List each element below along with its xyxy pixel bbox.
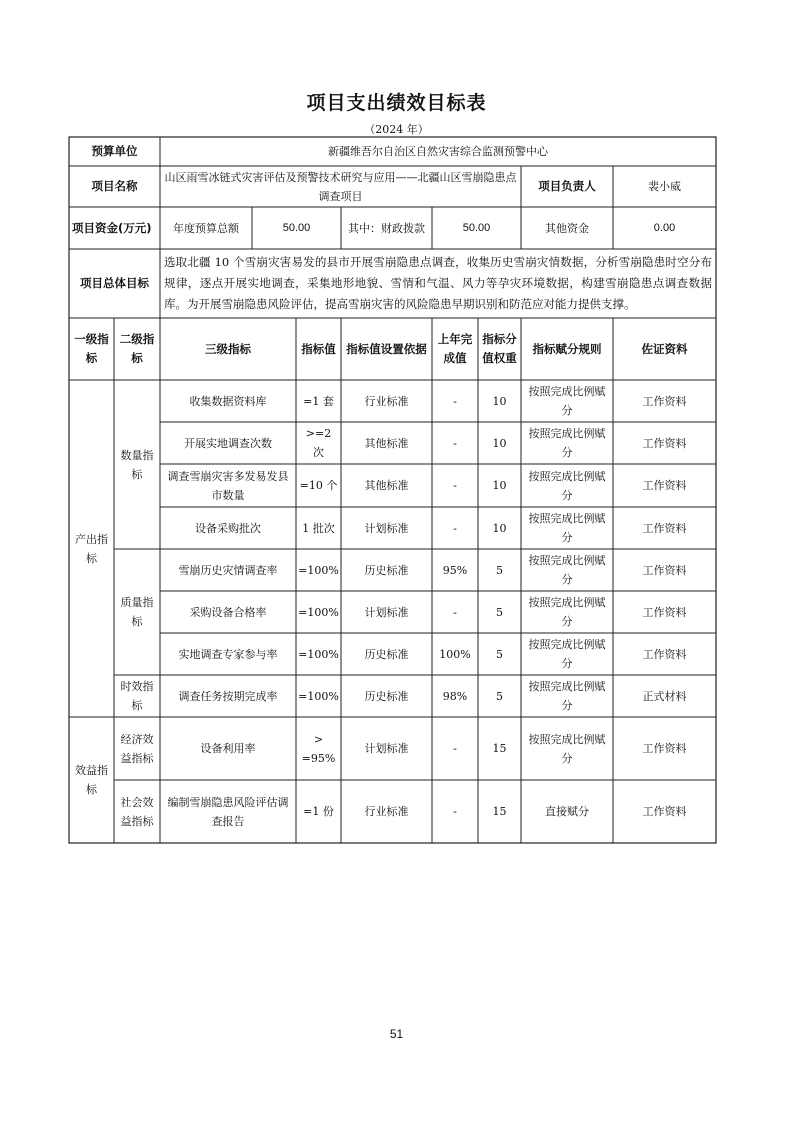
- indicator-weight: 10: [492, 521, 507, 535]
- budget-unit-value: 新疆维吾尔自治区自然灾害综合监测预警中心: [328, 145, 548, 158]
- indicator-name: 开展实地调查次数: [184, 436, 272, 450]
- indicator-name: 编制雪崩隐患风险评估调查报告: [167, 795, 289, 828]
- indicator-name: 采购设备合格率: [189, 605, 267, 619]
- indicator-weight: 10: [492, 479, 507, 492]
- budget-unit-label: 预算单位: [91, 144, 138, 158]
- header-evidence: 佐证资料: [641, 341, 688, 356]
- indicator-evidence: 正式材料: [642, 689, 687, 703]
- header-rule: 指标赋分规则: [532, 341, 602, 356]
- indicator-basis: 行业标准: [364, 805, 409, 818]
- indicator-last-year: 98%: [442, 689, 468, 703]
- indicator-basis: 计划标准: [364, 605, 409, 619]
- header-level1: 一级指标: [74, 332, 109, 365]
- indicator-last-year: 95%: [442, 563, 468, 577]
- group-social: 社会效益指标: [120, 795, 154, 828]
- indicator-name: 调查雪崩灾害多发易发县市数量: [167, 469, 289, 502]
- indicator-name: 实地调查专家参与率: [178, 647, 278, 661]
- indicator-value: =1 套: [303, 394, 334, 408]
- indicator-weight: 5: [496, 605, 503, 619]
- indicator-evidence: 工作资料: [642, 563, 687, 577]
- indicator-value: =100%: [298, 647, 339, 661]
- indicator-weight: 5: [496, 563, 503, 577]
- project-lead-value: 裴小威: [648, 180, 681, 193]
- indicator-basis: 计划标准: [364, 742, 409, 755]
- indicator-basis: 行业标准: [364, 394, 409, 408]
- indicator-rule: 按照完成比例赋分: [528, 732, 606, 765]
- indicator-evidence: 工作资料: [642, 394, 687, 408]
- project-name-value: 山区雨雪冰链式灾害评估及预警技术研究与应用——北疆山区雪崩隐患点调查项目: [164, 170, 517, 203]
- indicator-value: =1 份: [303, 805, 334, 818]
- indicator-value: >=2 次: [305, 427, 332, 459]
- indicator-last-year: -: [453, 479, 457, 492]
- indicator-value: > =95%: [301, 732, 336, 765]
- indicator-name: 设备采购批次: [195, 521, 261, 535]
- indicator-evidence: 工作资料: [642, 436, 687, 450]
- indicator-last-year: -: [453, 394, 457, 408]
- indicator-rule: 按照完成比例赋分: [528, 680, 606, 712]
- project-funds-label: 项目资金(万元): [72, 220, 152, 235]
- indicator-rule: 按照完成比例赋分: [528, 512, 606, 544]
- page-title: 项目支出绩效目标表: [306, 92, 487, 114]
- indicator-weight: 15: [492, 805, 507, 818]
- header-basis: 指标值设置依据: [346, 341, 427, 356]
- other-funds-label: 其他资金: [545, 221, 589, 235]
- indicator-last-year: -: [453, 436, 457, 450]
- group-quantity: 数量指标: [120, 448, 154, 481]
- year-label: （2024 年）: [364, 123, 429, 136]
- other-funds-value: 0.00: [653, 221, 676, 234]
- indicator-rule: 按照完成比例赋分: [528, 427, 606, 459]
- fiscal-appropriation-label: 其中：财政拨款: [348, 221, 425, 235]
- indicator-value: 1 批次: [302, 521, 335, 535]
- indicator-weight: 15: [492, 742, 507, 755]
- indicator-name: 设备利用率: [200, 742, 256, 755]
- indicator-name: 调查任务按期完成率: [178, 689, 278, 703]
- header-last-year: 上年完成值: [437, 332, 473, 365]
- indicator-basis: 其他标准: [364, 479, 409, 492]
- project-lead-label: 项目负责人: [538, 179, 596, 193]
- annual-budget-value: 50.00: [282, 221, 311, 234]
- indicator-evidence: 工作资料: [642, 479, 687, 492]
- indicator-rule: 按照完成比例赋分: [528, 638, 606, 670]
- group-output: 产出指标: [75, 532, 108, 565]
- indicator-value: =100%: [298, 605, 339, 619]
- indicator-evidence: 工作资料: [642, 647, 687, 661]
- group-quality: 质量指标: [120, 596, 154, 628]
- overall-goal-text: 选取北疆 10 个雪崩灾害易发的县市开展雪崩隐患点调查，收集历史雪崩灾情数据，分析雪崩隐患时空分布规律，逐点开展实地调查，采集地形地貌、雪情和气温、风力等孕灾环境数据，构建雪崩隐患点调查数据库。为开展雪崩隐患风险评估，提高雪崩灾害的风险隐患早期识别和防范应对能力提供支撑。: [164, 255, 712, 311]
- header-level3: 三级指标: [205, 341, 251, 356]
- indicator-basis: 历史标准: [364, 563, 409, 577]
- group-economic: 经济效益指标: [120, 732, 154, 765]
- indicator-value: =10 个: [299, 479, 338, 492]
- indicator-weight: 5: [496, 647, 503, 661]
- indicator-name: 雪崩历史灾情调查率: [178, 563, 278, 577]
- header-weight: 指标分值权重: [482, 332, 517, 365]
- header-value: 指标值: [301, 341, 336, 356]
- annual-budget-label: 年度预算总额: [173, 221, 239, 235]
- indicator-weight: 10: [492, 436, 507, 450]
- indicator-basis: 历史标准: [364, 689, 409, 703]
- indicator-last-year: -: [453, 805, 457, 818]
- group-timeliness: 时效指标: [120, 680, 154, 712]
- indicator-weight: 10: [492, 394, 507, 408]
- overall-goal-label: 项目总体目标: [80, 276, 149, 290]
- indicator-value: =100%: [298, 563, 339, 577]
- indicator-weight: 5: [496, 689, 503, 703]
- indicator-last-year: -: [453, 605, 457, 619]
- indicator-rule: 按照完成比例赋分: [528, 554, 606, 586]
- indicator-basis: 历史标准: [364, 647, 409, 661]
- indicator-last-year: -: [453, 521, 457, 535]
- indicator-evidence: 工作资料: [642, 805, 687, 818]
- indicator-rule: 直接赋分: [545, 805, 589, 818]
- group-benefit: 效益指标: [75, 764, 108, 796]
- project-name-label: 项目名称: [91, 179, 138, 193]
- indicator-last-year: 100%: [439, 647, 471, 661]
- indicator-last-year: -: [453, 742, 457, 755]
- indicator-rule: 按照完成比例赋分: [528, 469, 606, 502]
- indicator-rule: 按照完成比例赋分: [528, 596, 606, 628]
- indicator-rule: 按照完成比例赋分: [528, 385, 606, 417]
- indicator-value: =100%: [298, 689, 339, 703]
- page-number: 51: [389, 1027, 404, 1041]
- indicator-basis: 计划标准: [364, 521, 409, 535]
- indicator-name: 收集数据资料库: [189, 394, 267, 408]
- fiscal-appropriation-value: 50.00: [462, 221, 491, 234]
- indicator-evidence: 工作资料: [642, 742, 687, 755]
- header-level2: 二级指标: [119, 332, 155, 365]
- indicator-evidence: 工作资料: [642, 605, 687, 619]
- indicator-basis: 其他标准: [364, 436, 409, 450]
- indicator-evidence: 工作资料: [642, 521, 687, 535]
